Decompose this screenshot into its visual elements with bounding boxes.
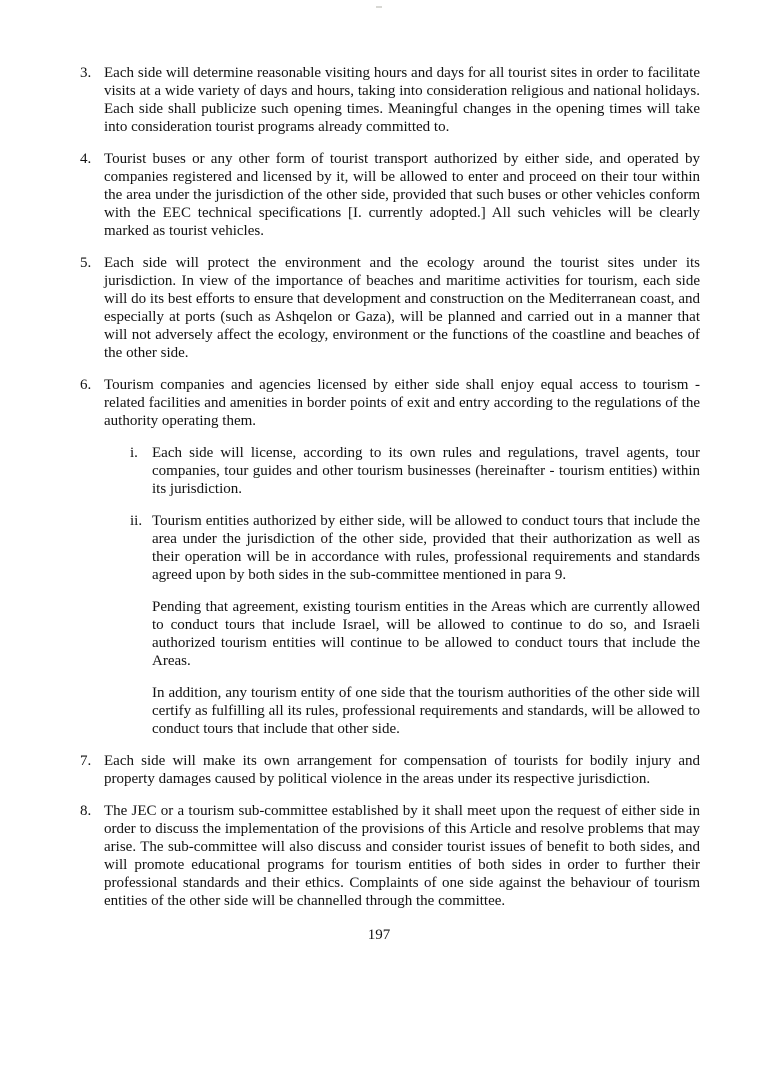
item-text: Tourism companies and agencies licensed by either side shall enjoy equal access to tourism - related facilities and amenities in border points of exit and entry according to the regulations of the authority operating them. [104,377,700,429]
list-item-5 [80,254,700,362]
scan-artifact [376,6,382,8]
sublist-item-i [128,444,700,498]
list-item-7 [80,752,700,788]
subitem-number: ii. [130,513,143,529]
item-text: Each side will protect the environment and the ecology around the tourist sites under its jurisdiction. In view of the importance of beaches and maritime activities for tourism, each side will do its best efforts to ensure that development and construction on the Mediterranean coast, and especially at ports (such as Ashqelon or Gaza), will be planned and carried out in a manner that will not adversely affect the ecology, environment or the functions of the coastline and beaches of the other side. [104,255,700,361]
sublist-paragraph-pending [128,598,700,670]
subitem-number [128,684,152,738]
item-text: Each side will determine reasonable visiting hours and days for all tourist sites in order to facilitate visits at a wide variety of days and hours, taking into consideration religious and national holidays. Each side shall publicize such opening times. Meaningful changes in the opening times will take into consideration tourist programs already committed to. [104,65,700,135]
item-number: 8. [80,803,92,819]
item-number: 4. [80,151,92,167]
list-item-6 [80,376,700,430]
subitem-text: In addition, any tourism entity of one side that the tourism authorities of the other side will certify as fulfilling all its rules, professional requirements and standards, will be allowed to conduct tours that include that other side. [152,685,700,737]
item-number: 5. [80,255,92,271]
sublist-of-item-6 [128,444,700,738]
item-number: 3. [80,65,92,81]
sublist-item-ii [128,512,700,584]
item-number: 7. [80,753,92,769]
subitem-text: Each side will license, according to its own rules and regulations, travel agents, tour companies, tour guides and other tourism businesses (hereinafter - tourism entities) within its jurisdiction. [152,445,700,497]
item-text: Each side will make its own arrangement for compensation of tourists for bodily injury and property damages caused by political violence in the areas under its respective jurisdiction. [104,753,700,787]
sublist-paragraph-in-addition [128,684,700,738]
item-text: The JEC or a tourism sub-committee established by it shall meet upon the request of either side in order to discuss the implementation of the provisions of this Article and resolve problems that may arise. The sub-committee will also discuss and consider tourist issues of benefit to both sides, and will promote educational programs for tourism entities of both sides in order to further their professional standards and their ethics. Complaints of one side against the behaviour of tourism entities of the other side will be channelled through the committee. [104,803,700,909]
subitem-number: i. [130,445,138,461]
item-text: Tourist buses or any other form of tourist transport authorized by either side, and operated by companies registered and licensed by it, will be allowed to enter and proceed on their tour within the area under the jurisdiction of the other side, provided that such buses or other vehicles conform with the EEC technical specifications [I. currently adopted.] All such vehicles will be clearly marked as tourist vehicles. [104,151,700,239]
subitem-text: Tourism entities authorized by either side, will be allowed to conduct tours that include the area under the jurisdiction of the other side, provided that their authorization as well as their operation will be in accordance with rules, professional requirements and standards agreed upon by both sides in the sub-committee mentioned in para 9. [152,513,700,583]
list-item-3 [80,64,700,136]
page-number: 197 [367,927,391,943]
list-item-4 [80,150,700,240]
subitem-number [128,598,152,670]
list-item-8 [80,802,700,910]
subitem-text: Pending that agreement, existing tourism entities in the Areas which are currently allowed to conduct tours that include Israel, will be allowed to continue to do so, and Israeli authorized tourism entities will continue to be allowed to conduct tours that include the Areas. [152,599,700,669]
item-number: 6. [80,377,92,393]
